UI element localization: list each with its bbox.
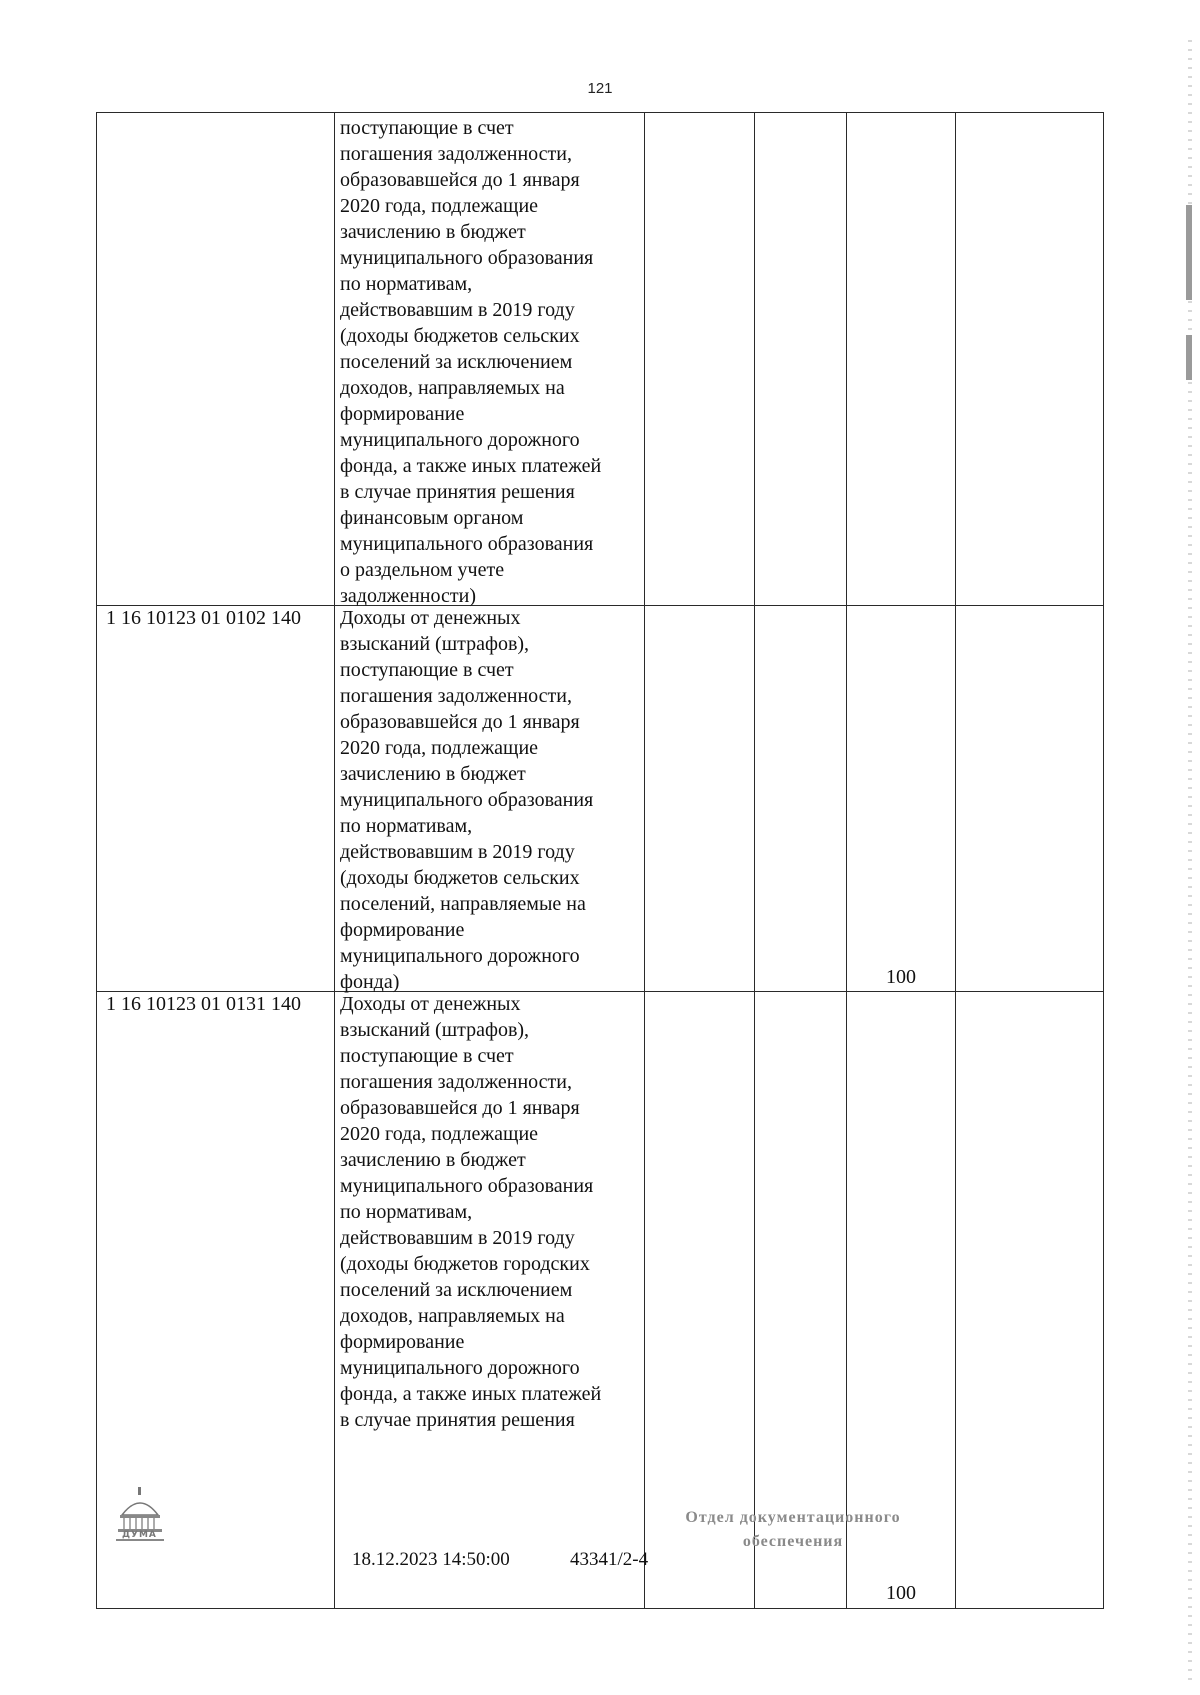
amount-value: 100 [886,966,916,988]
page-number: 121 [587,80,613,97]
row-description: Доходы от денежных взысканий (штрафов), поступающие в счет погашения задолженности, образовавшейся до 1 января 2020 года, подлежащие зачислению в бюджет муниципального образования по нормативам, действовавшим в 2019 году (доходы бюджетов городских поселений за исключением доходов, направляемых на формирование муниципального дорожного фонда, а также иных платежей в случае принятия решения [340,993,602,1431]
footer-timestamp: 18.12.2023 14:50:00 [352,1549,510,1570]
row-description: поступающие в счет погашения задолженности, образовавшейся до 1 января 2020 года, подлежащие зачислению в бюджет муниципального образования по нормативам, действовавшим в 2019 году (доходы бюджетов сельских поселений за исключением доходов, направляемых на формирование муниципального дорожного фонда, а также иных платежей в случае принятия решения финансовым органом муниципального образования о раздельном учете задолженности) [340,117,602,607]
budget-code: 1 16 10123 01 0102 140 [106,607,301,629]
footer-document-number: 43341/2-4 [570,1549,649,1570]
budget-code: 1 16 10123 01 0131 140 [106,993,301,1015]
amount-value: 100 [886,1582,916,1604]
duma-logo: ДУМА [112,1485,168,1543]
row-description: Доходы от денежных взысканий (штрафов), поступающие в счет погашения задолженности, образовавшейся до 1 января 2020 года, подлежащие зачислению в бюджет муниципального образования по нормативам, действовавшим в 2019 году (доходы бюджетов сельских поселений, направляемые на формирование муниципального дорожного фонда) [340,607,594,993]
scan-mark [1186,205,1192,300]
department-stamp: Отдел документационного обеспечения [685,1509,901,1550]
scan-mark [1186,335,1192,380]
